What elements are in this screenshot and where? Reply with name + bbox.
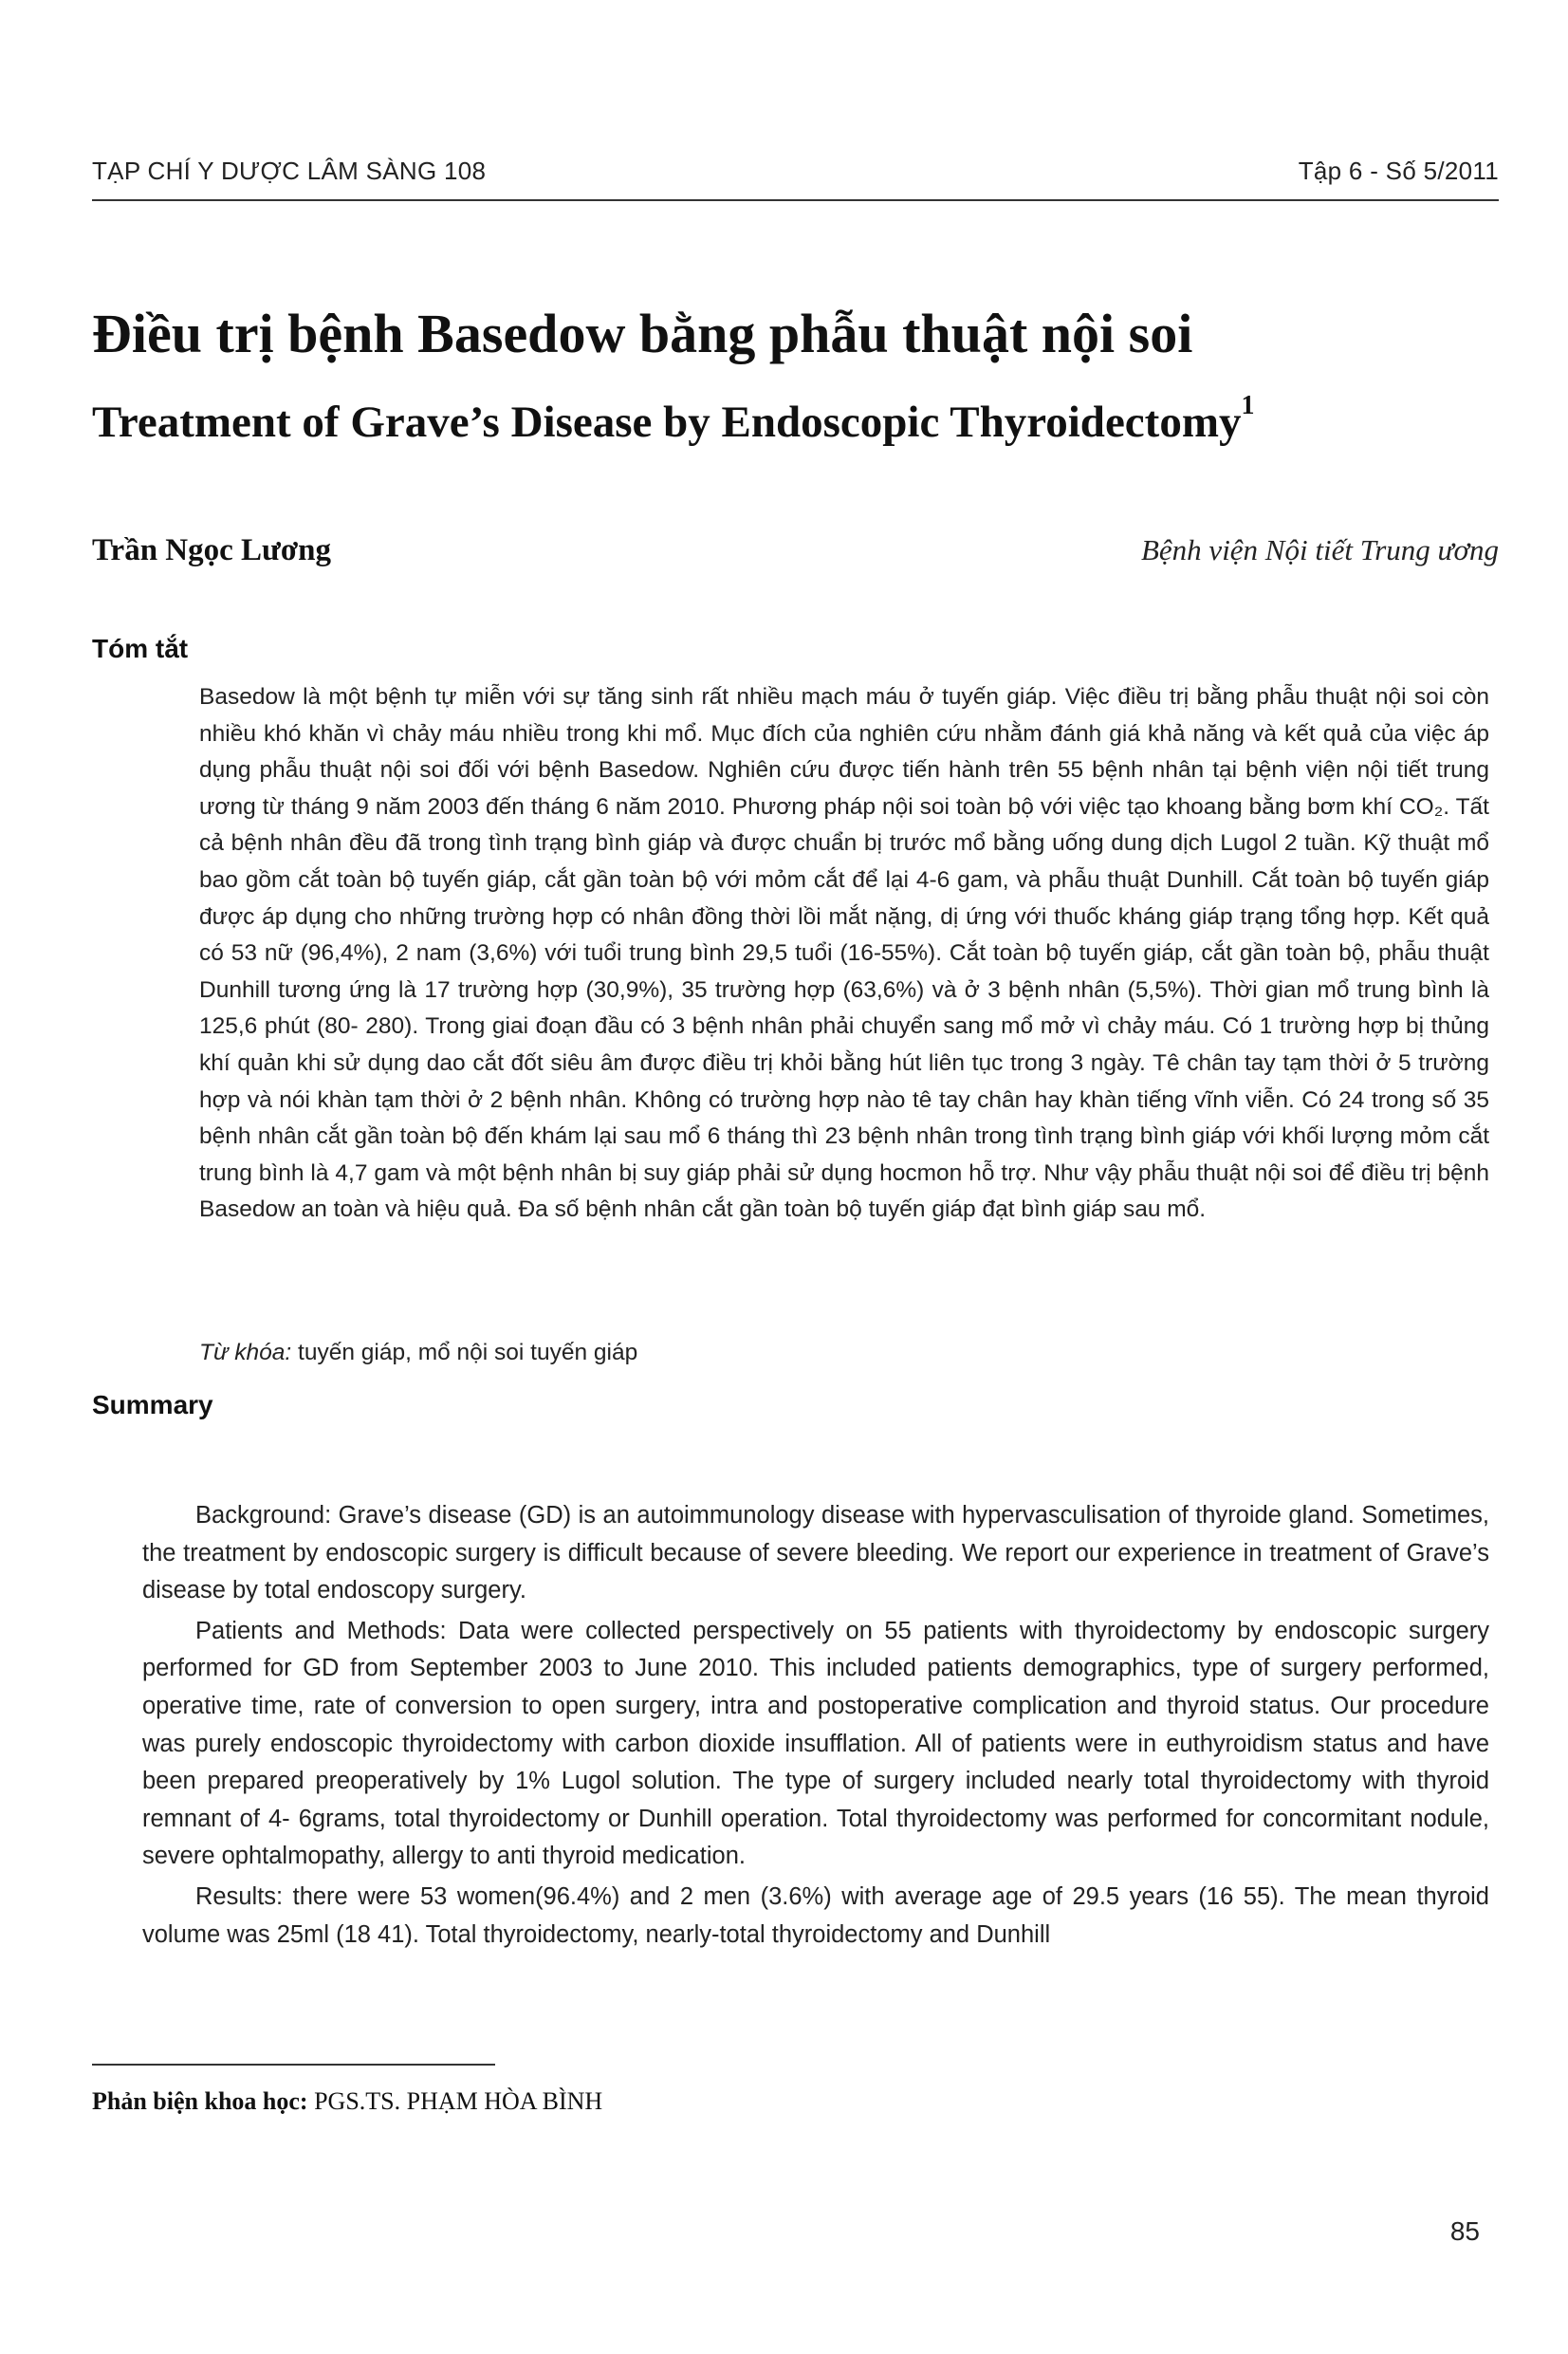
title-en-text: Treatment of Grave’s Disease by Endoscopic Thyroidectomy: [92, 398, 1242, 447]
reviewer-name: PGS.TS. PHẠM HÒA BÌNH: [307, 2087, 603, 2115]
header-divider: [92, 199, 1499, 201]
summary-paragraph-results: Results: there were 53 women(96.4%) and 2 men (3.6%) with average age of 29.5 years (16 55). The mean thyroid volume was 25ml (18 41). Total thyroidectomy, nearly-total thyroidectomy and Dunhill: [142, 1882, 1489, 1948]
footnote-mark: 1: [1241, 391, 1255, 420]
article-title-vietnamese: Điều trị bệnh Basedow bằng phẫu thuật nội soi: [92, 303, 1193, 364]
reviewer-footnote: [92, 2087, 602, 2116]
reviewer-label: Phản biện khoa học:: [92, 2087, 308, 2115]
keywords-line: [199, 1340, 637, 1366]
summary-paragraph-methods: Patients and Methods: Data were collected perspectively on 55 patients with thyroidectomy by endoscopic surgery performed for GD from September 2003 to June 2010. This included patients demographics, type of surgery performed, operative time, rate of conversion to open surgery, intra and postoperative complication and thyroid status. Our procedure was purely endoscopic thyroidectomy with carbon dioxide insufflation. All of patients were in euthyroidism status and have been prepared preoperatively by 1% Lugol solution. The type of surgery included nearly total thyroidectomy with thyroid remnant of 4- 6grams, total thyroidectomy or Dunhill operation. Total thyroidectomy was performed for concormitant nodule, severe ophtalmopathy, allergy to anti thyroid medication.: [142, 1617, 1489, 1870]
summary-body: [142, 1497, 1489, 1956]
summary-heading: Summary: [92, 1390, 213, 1419]
author-affiliation: Bệnh viện Nội tiết Trung ương: [1140, 533, 1499, 566]
article-title-english: [92, 391, 1499, 448]
journal-name: TẠP CHÍ Y DƯỢC LÂM SÀNG 108: [92, 157, 487, 185]
footnote-divider: [92, 2064, 495, 2066]
keywords-value: tuyến giáp, mổ nội soi tuyến giáp: [291, 1340, 638, 1365]
keywords-label: Từ khóa:: [199, 1340, 292, 1365]
page-number: 85: [1449, 2216, 1480, 2246]
issue-info: Tập 6 - Số 5/2011: [1298, 157, 1499, 185]
abstract-vi-heading: Tóm tắt: [92, 634, 189, 663]
summary-paragraph-background: Background: Grave’s disease (GD) is an autoimmunology disease with hypervasculisation of thyroide gland. Sometimes, the treatment by endoscopic surgery is difficult because of severe bleeding. We report our experience in treatment of Grave’s disease by total endoscopy surgery.: [142, 1502, 1489, 1604]
author-name: Trần Ngọc Lương: [92, 533, 331, 567]
abstract-vi-text: Basedow là một bệnh tự miễn với sự tăng sinh rất nhiều mạch máu ở tuyến giáp. Việc điều trị bằng phẫu thuật nội soi còn nhiều khó khăn vì chảy máu nhiều trong khi mổ. Mục đích của nghiên cứu nhằm đánh giá khả năng và kết quả của việc áp dụng phẫu thuật nội soi đối với bệnh Basedow. Nghiên cứu được tiến hành trên 55 bệnh nhân tại bệnh viện nội tiết trung ương từ tháng 9 năm 2003 đến tháng 6 năm 2010. Phương pháp nội soi toàn bộ với việc tạo khoang bằng bơm khí CO₂. Tất cả bệnh nhân đều đã trong tình trạng bình giáp và được chuẩn bị trước mổ bằng uống dung dịch Lugol 2 tuần. Kỹ thuật mổ bao gồm cắt toàn bộ tuyến giáp, cắt gần toàn bộ với mỏm cắt để lại 4-6 gam, và phẫu thuật Dunhill. Cắt toàn bộ tuyến giáp được áp dụng cho những trường hợp có nhân đồng thời lồi mắt nặng, dị ứng với thuốc kháng giáp trạng tổng hợp. Kết quả có 53 nữ (96,4%), 2 nam (3,6%) với tuổi trung bình 29,5 tuổi (16-55%). Cắt toàn bộ tuyến giáp, cắt gần toàn bộ, phẫu thuật Dunhill tương ứng là 17 trường hợp (30,9%), 35 trường hợp (63,6%) và ở 3 bệnh nhân (5,5%). Thời gian mổ trung bình là 125,6 phút (80- 280). Trong giai đoạn đầu có 3 bệnh nhân phải chuyển sang mổ mở vì chảy máu. Có 1 trường hợp bị thủng khí quản khi sử dụng dao cắt đốt siêu âm được điều trị khỏi bằng hút liên tục trong 3 ngày. Tê chân tay tạm thời ở 5 trường hợp và nói khàn tạm thời ở 2 bệnh nhân. Không có trường hợp nào tê tay chân hay khàn tiếng vĩnh viễn. Có 24 trong số 35 bệnh nhân cắt gần toàn bộ đến khám lại sau mổ 6 tháng thì 23 bệnh nhân trong tình trạng bình giáp với khối lượng mỏm cắt trung bình là 4,7 gam và một bệnh nhân bị suy giáp phải sử dụng hocmon hỗ trợ. Như vậy phẫu thuật nội soi để điều trị bệnh Basedow an toàn và hiệu quả. Đa số bệnh nhân cắt gần toàn bộ tuyến giáp đạt bình giáp sau mổ.: [199, 684, 1489, 1223]
